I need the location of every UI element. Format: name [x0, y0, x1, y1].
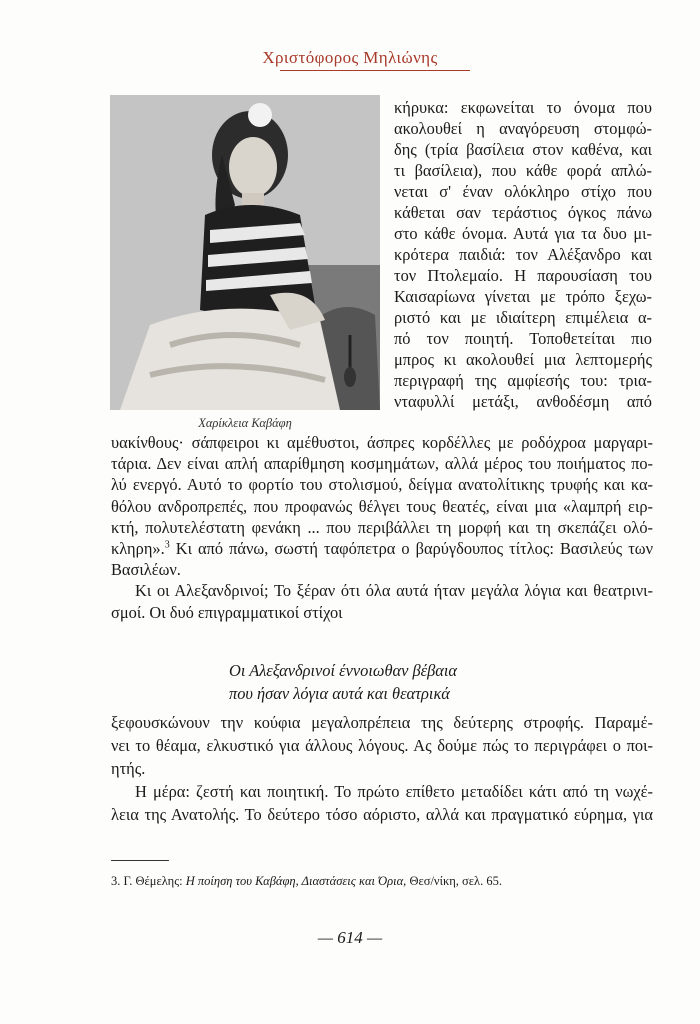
footnote	[111, 874, 502, 889]
running-head: Χριστόφορος Μηλιώνης	[262, 48, 438, 67]
text-line: ξεφουσκώνουν την κούφια μεγαλοπρέπεια της δεύτερης στροφής. Παραμέ-	[111, 713, 653, 732]
text-fragment: Κι από πάνω, σωστή ταφόπετρα ο βαρύγδουπος τίτλος: Βασιλεύς των	[169, 538, 653, 558]
text-line: θόλου ανδροπρεπές, που προφανώς θέλγει τους θεατές, είναι μια «λαμπρή ειρ-	[111, 496, 653, 516]
text-line: Η μέρα: ζεστή και ποιητική. Το πρώτο επίθετο μεταδίδει κάτι από τη νωχέ-	[135, 782, 653, 801]
text-line: υακίνθους· σάπφειροι κι αμέθυστοι, άσπρες κορδέλλες με ροδόχροα μαργαρι-	[111, 433, 653, 452]
body-text-continued	[111, 712, 653, 827]
verse-line: Οι Αλεξανδρινοί έννοιωθαν βέβαια	[229, 661, 458, 680]
text-line: περιγραφή της αμφίεσής του: τρια-	[394, 371, 652, 390]
text-line: τον Πτολεμαίο. Η παρουσίαση του	[394, 266, 652, 285]
text-line: τι βασίλεια), που κάθε φορά απλώ-	[394, 161, 652, 180]
text-line: Κι οι Αλεξανδρινοί; Το ξέραν ότι όλα αυτά ήταν μεγάλα λόγια και θεατρινι-	[135, 581, 653, 601]
footnote-rest: Θεσ/νίκη, σελ. 65.	[409, 874, 502, 888]
footnote-ref: 3	[164, 539, 170, 551]
text-line: ριστό και με ιδιαίτερη επιμέλεια α-	[394, 308, 652, 327]
text-line: κτή, πολυτελέστατη φενάκη ... που περιβάλλει τη μορφή και τη σκεπάζει ολό-	[111, 517, 653, 537]
footnote-rule	[111, 860, 169, 861]
text-line: κάθεται σαν τεράστιος όγκος πάνω	[394, 203, 652, 222]
footnote-title: Η ποίηση του Καβάφη, Διαστάσεις και Όρια,	[185, 874, 407, 888]
text-line: τάρια. Δεν είναι απλή απαρίθμηση κοσμημάτων, αλλά μέρος του ποιήματος πο-	[111, 454, 653, 474]
right-column-text	[394, 97, 652, 412]
text-line: στο κάθε όνομα. Αυτά για τα δυο μι-	[394, 224, 652, 243]
text-line: νει το θέαμα, ελκυστικό για άλλους λόγους. Ας δούμε πώς το περιγράφει ο ποι-	[111, 736, 653, 755]
running-head-rule	[280, 70, 470, 71]
text-line: ακολουθεί η αναγόρευση στομφώ-	[394, 119, 652, 138]
text-line: Καισαρίωνα γίνεται με τρόπο ξεχω-	[394, 287, 652, 306]
text-line: σμοί. Οι δυό επιγραμματικοί στίχοι	[111, 602, 343, 622]
text-line	[111, 538, 653, 559]
text-line: πό τον ποιητή. Τοποθετείται πιο	[394, 329, 652, 348]
page-number: — 614 —	[317, 928, 383, 947]
footnote-author: Γ. Θέμελης:	[123, 874, 183, 888]
text-line: κρότερα παιδιά: τον Αλέξανδρο και	[394, 245, 652, 264]
verse-quote	[229, 659, 457, 705]
text-line: λεια της Ανατολής. Το δεύτερο τόσο αόριστο, αλλά και πραγματικό εύρημα, για	[111, 805, 653, 824]
text-line: νταφυλλί μετάξι, ανθοδέσμη από	[394, 392, 652, 411]
text-line: μπρος κι ακολουθεί μια λεπτομερής	[394, 350, 652, 369]
text-line: λύ ενεργό. Αυτό το φορτίο του στολισμού, δείγμα ανατολίτικης τρυφής και κα-	[111, 475, 653, 495]
body-text	[111, 432, 653, 623]
text-line: κήρυκα: εκφωνείται το όνομα που	[394, 98, 652, 117]
text-line: Βασιλέων.	[111, 560, 181, 580]
footnote-number: 3.	[111, 874, 121, 888]
text-line: νεται σ' έναν ολόκληρο στίχο που	[394, 182, 652, 201]
photo-caption: Χαρίκλεια Καβάφη	[198, 416, 292, 430]
text-line: δης (τρία βασίλεια στον καθένα, και	[394, 140, 652, 159]
text-line: ητής.	[111, 759, 146, 778]
verse-line: που ήσαν λόγια αυτά και θεατρικά	[229, 684, 450, 703]
portrait-photo	[110, 95, 380, 410]
text-fragment: κληρη».	[111, 538, 165, 558]
